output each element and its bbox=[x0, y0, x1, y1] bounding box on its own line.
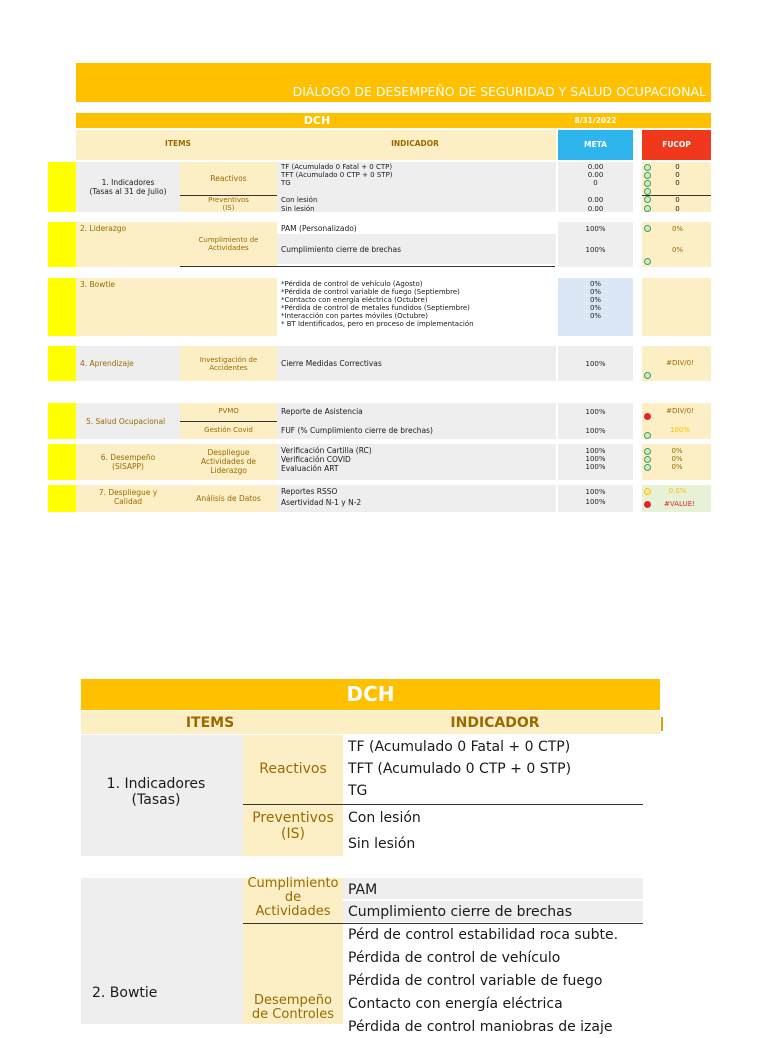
row1-fucop-3: 0 bbox=[675, 179, 680, 187]
row7-fucop-2: #VALUE! bbox=[664, 500, 695, 508]
zoom-preventivos-line-2: Sin lesión bbox=[348, 836, 416, 852]
zoom-desempeno-label: Desempeño de Controles bbox=[251, 993, 335, 1022]
status-green-icon bbox=[644, 432, 651, 439]
status-red-icon bbox=[644, 501, 651, 508]
fucop-header: FUCOP bbox=[642, 130, 711, 160]
gestion-covid-label: Gestión Covid bbox=[204, 426, 253, 434]
row3-ind-1: *Pérdida de control de vehículo (Agosto) bbox=[281, 280, 423, 288]
zoom-preventivos-label: Preventivos (IS) bbox=[252, 810, 334, 842]
row2-divider bbox=[180, 266, 555, 267]
meta-header: META bbox=[558, 130, 633, 160]
row2-item: 2. Liderazgo bbox=[80, 224, 127, 233]
status-green-icon bbox=[644, 225, 651, 232]
zoom-desempeno-line-2: Pérdida de control de vehículo bbox=[348, 950, 561, 966]
status-green-icon bbox=[644, 172, 651, 179]
row1-ind-3: TG bbox=[281, 179, 291, 187]
reactivos-label: Reactivos bbox=[210, 174, 247, 183]
despliegue-label: Despliegue Actividades de Liderazgo bbox=[200, 448, 257, 475]
row5-ind-1: Reporte de Asistencia bbox=[281, 407, 363, 416]
items-header: ITEMS bbox=[165, 139, 191, 148]
row6-fucop-2: 0% bbox=[671, 455, 683, 463]
status-green-icon bbox=[644, 464, 651, 471]
row2-meta-2: 100% bbox=[585, 246, 606, 254]
row1-meta-1: 0.00 bbox=[587, 163, 604, 171]
row6-fucop-3: 0% bbox=[671, 463, 683, 471]
row5-item: 5. Salud Ocupacional bbox=[86, 417, 166, 426]
row3-meta-1: 0% bbox=[589, 280, 602, 288]
zoom-desempeno-line-1: Pérd de control estabilidad roca subte. bbox=[348, 927, 619, 943]
row1-fucop-1: 0 bbox=[675, 163, 680, 171]
status-green-icon bbox=[644, 196, 651, 203]
row6-meta-3: 100% bbox=[585, 463, 606, 471]
row5-marker bbox=[48, 403, 76, 439]
row1-ind-4: Con lesión bbox=[281, 196, 318, 204]
row5-fucop-2: 100% bbox=[669, 426, 690, 434]
row5-meta-2: 100% bbox=[585, 427, 606, 435]
status-amber-icon bbox=[644, 488, 651, 495]
zoom-row1-divider bbox=[243, 804, 643, 805]
row7-meta-2: 100% bbox=[585, 498, 606, 506]
row1-meta-2: 0.00 bbox=[587, 171, 604, 179]
row2-ind-1: PAM (Personalizado) bbox=[281, 224, 357, 233]
row1-meta-5: 0.00 bbox=[587, 205, 604, 213]
row2-ind-2: Cumplimiento cierre de brechas bbox=[281, 245, 402, 254]
row3-fucop-cell bbox=[642, 278, 711, 336]
row3-ind-2: *Pérdida de control variable de fuego (Septiembre) bbox=[281, 288, 460, 296]
row6-fucop-1: 0% bbox=[671, 447, 683, 455]
row1-fucop-2: 0 bbox=[675, 171, 680, 179]
row1-meta-3: 0 bbox=[593, 179, 598, 187]
row7-ind-1: Reportes RSSO bbox=[281, 487, 338, 496]
row5-ind-2: FUF (% Cumplimiento cierre de brechas) bbox=[281, 426, 433, 435]
row3-meta-4: 0% bbox=[589, 304, 602, 312]
status-green-icon bbox=[644, 180, 651, 187]
status-green-icon bbox=[644, 372, 651, 379]
row1-fucop-4: 0 bbox=[675, 196, 680, 204]
row2-marker bbox=[48, 222, 76, 267]
indicador-header: INDICADOR bbox=[391, 139, 439, 148]
pvmo-label: PVMO bbox=[218, 407, 239, 415]
row4-item: 4. Aprendizaje bbox=[80, 359, 134, 368]
investigacion-label: Investigación de Accidentes bbox=[199, 356, 258, 372]
row2-meta-1: 100% bbox=[585, 225, 606, 233]
row1-fucop-5: 0 bbox=[675, 205, 680, 213]
row4-marker bbox=[48, 346, 76, 381]
row5-meta-1: 100% bbox=[585, 408, 606, 416]
row3-meta-2: 0% bbox=[589, 288, 602, 296]
row1-marker bbox=[48, 162, 76, 212]
zoom-desempeno-line-5: Pérdida de control maniobras de izaje bbox=[348, 1019, 613, 1035]
row6-item: 6. Desempeño (SISAPP) bbox=[100, 453, 156, 471]
row5-fucop-1: #DIV/0! bbox=[666, 407, 694, 415]
row4-fucop-1: #DIV/0! bbox=[666, 359, 694, 367]
zoom-reactivos-line-3: TG bbox=[348, 783, 368, 799]
preventivos-label: Preventivos (IS) bbox=[208, 196, 249, 212]
zoom-preventivos-line-1: Con lesión bbox=[348, 810, 421, 826]
row1-ind-5: Sin lesión bbox=[281, 205, 315, 213]
row3-meta-5: 0% bbox=[589, 312, 602, 320]
cumplimiento-label: Cumplimiento de Actividades bbox=[198, 236, 259, 252]
row7-ind-2: Asertividad N-1 y N-2 bbox=[281, 498, 362, 507]
row6-meta-1: 100% bbox=[585, 447, 606, 455]
status-green-icon bbox=[644, 448, 651, 455]
row3-cat-cell bbox=[180, 278, 277, 336]
row6-marker bbox=[48, 444, 76, 480]
row2-fucop-1: 0% bbox=[671, 225, 684, 233]
row3-ind-5: *Interacción con partes móviles (Octubre) bbox=[281, 312, 428, 320]
row3-ind-4: *Pérdida de control de metales fundidos (Septiembre) bbox=[281, 304, 470, 312]
row3-item: 3. Bowtie bbox=[80, 280, 116, 289]
row1-meta-4: 0.00 bbox=[587, 196, 604, 204]
row6-ind-2: Verificación COVID bbox=[281, 455, 351, 464]
row1-item: 1. Indicadores (Tasas al 31 de Julio) bbox=[89, 178, 167, 196]
zoom-items-header: ITEMS bbox=[185, 715, 235, 731]
zoom-indicador-header: INDICADOR bbox=[450, 715, 540, 731]
row7-marker bbox=[48, 485, 76, 512]
status-green-icon bbox=[644, 456, 651, 463]
row6-meta-2: 100% bbox=[585, 455, 606, 463]
status-green-icon bbox=[644, 164, 651, 171]
row1-ind-1: TF (Acumulado 0 Fatal + 0 CTP) bbox=[281, 163, 393, 171]
row7-fucop-1: 0.0% bbox=[668, 487, 687, 495]
row2-fucop-2: 0% bbox=[671, 246, 684, 254]
row4-ind-1: Cierre Medidas Correctivas bbox=[281, 359, 382, 368]
zoom-reactivos-label: Reactivos bbox=[259, 761, 327, 777]
status-green-icon bbox=[644, 188, 651, 195]
report-title: DIÁLOGO DE DESEMPEÑO DE SEGURIDAD Y SALUD OCUPACIONAL bbox=[292, 84, 706, 99]
status-green-icon bbox=[644, 205, 651, 212]
zoom-cumpl-band bbox=[343, 878, 643, 899]
zoom-desempeno-line-3: Pérdida de control variable de fuego bbox=[348, 973, 603, 989]
row7-item: 7. Despliegue y Calidad bbox=[98, 488, 158, 506]
zoom-row1-item: 1. Indicadores (Tasas) bbox=[106, 776, 206, 808]
row3-ind-3: *Contacto con energía eléctrica (Octubre) bbox=[281, 296, 428, 304]
row3-meta-3: 0% bbox=[589, 296, 602, 304]
status-green-icon bbox=[644, 258, 651, 265]
row4-meta-1: 100% bbox=[585, 360, 606, 368]
row6-ind-3: Evaluación ART bbox=[281, 464, 339, 473]
report-date: 8/31/2022 bbox=[574, 116, 617, 125]
zoom-meta-edge bbox=[661, 717, 663, 731]
dch-label: DCH bbox=[303, 114, 331, 127]
analisis-label: Análisis de Datos bbox=[196, 494, 261, 503]
zoom-cumplimiento-line-1: PAM bbox=[348, 882, 378, 898]
zoom-desempeno-line-4: Contacto con energía eléctrica bbox=[348, 996, 563, 1012]
row6-ind-1: Verificación Cartilla (RC) bbox=[281, 446, 372, 455]
row3-ind-6: * BT Identificados, pero en proceso de implementación bbox=[281, 320, 474, 328]
zoom-cumplimiento-line-2: Cumplimiento cierre de brechas bbox=[348, 904, 573, 920]
status-red-icon bbox=[644, 413, 651, 420]
row3-marker bbox=[48, 278, 76, 336]
row7-meta-1: 100% bbox=[585, 488, 606, 496]
row1-ind-2: TFT (Acumulado 0 CTP + 0 STP) bbox=[281, 171, 393, 179]
zoom-cumplimiento-label: Cumplimiento de Actividades bbox=[247, 876, 339, 919]
zoom-reactivos-line-2: TFT (Acumulado 0 CTP + 0 STP) bbox=[348, 761, 572, 777]
fucop-divider bbox=[642, 195, 711, 196]
zoom-row2-item: 2. Bowtie bbox=[92, 985, 158, 1001]
zoom-reactivos-line-1: TF (Acumulado 0 Fatal + 0 CTP) bbox=[348, 739, 571, 755]
zoom-dch-label: DCH bbox=[346, 682, 395, 706]
